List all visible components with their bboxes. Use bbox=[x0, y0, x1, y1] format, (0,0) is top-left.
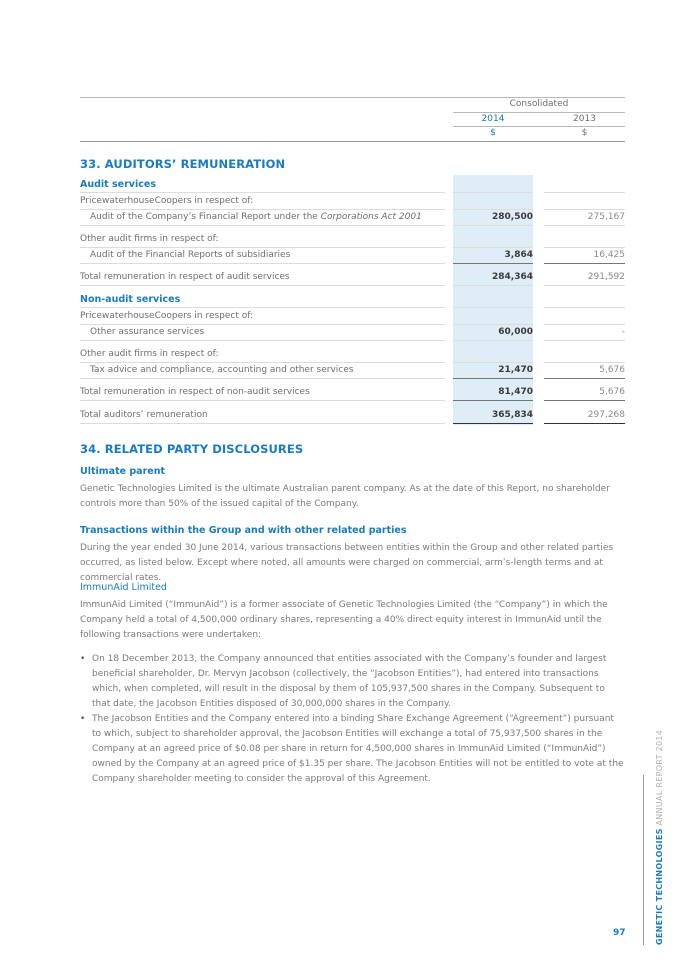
brand-name: GENETIC TECHNOLOGIES bbox=[655, 828, 664, 945]
row-rule bbox=[80, 225, 445, 226]
section-33-title: 33. AUDITORS’ REMUNERATION bbox=[80, 157, 286, 171]
column-rule bbox=[544, 225, 625, 226]
ultimate-parent-text: Genetic Technologies Limited is the ultimate Australian parent company. As at the date of this Report, no shareholder controls more than 50% of the issued capital of the Company. bbox=[80, 484, 610, 509]
running-footer bbox=[655, 730, 664, 945]
row-label: Total remuneration in respect of non-audit services bbox=[80, 387, 310, 397]
table-total-row bbox=[80, 408, 625, 424]
column-rule bbox=[453, 263, 533, 264]
page-number: 97 bbox=[613, 928, 626, 938]
row-label: Tax advice and compliance, accounting and other services bbox=[90, 365, 354, 375]
year-2013-header: 2013 bbox=[573, 114, 596, 124]
transactions-heading: Transactions within the Group and with other related parties bbox=[80, 525, 407, 536]
table-subheading-row bbox=[80, 177, 625, 193]
value-2013: 16,425 bbox=[593, 250, 625, 260]
column-rule bbox=[544, 423, 625, 424]
report-name: ANNUAL REPORT 2014 bbox=[655, 729, 664, 826]
table-row bbox=[80, 347, 625, 363]
table-row bbox=[80, 248, 625, 264]
table-row bbox=[80, 309, 625, 325]
row-rule bbox=[80, 285, 445, 286]
value-2014: 81,470 bbox=[498, 387, 533, 397]
row-rule bbox=[80, 423, 445, 424]
unit-2013-header: $ bbox=[581, 128, 588, 138]
row-label: Non-audit services bbox=[80, 294, 181, 305]
column-rule bbox=[453, 225, 533, 226]
value-2014: 284,364 bbox=[492, 272, 533, 282]
column-rule bbox=[453, 378, 533, 379]
row-rule bbox=[80, 340, 445, 341]
table-total-row bbox=[80, 270, 625, 286]
row-label bbox=[90, 212, 422, 222]
row-rule bbox=[80, 307, 445, 308]
table-row bbox=[80, 363, 625, 379]
row-label-text: Audit of the Company’s Financial Report under the bbox=[90, 212, 321, 222]
bullet-text: On 18 December 2013, the Company announced that entities associated with the Company’s founder and largest beneficial shareholder, Dr. Mervyn Jacobson (collectively, the “Jacobson Entities”), had entered into transactions which, when completed, will result in the disposal by them of 105,937,500 shares in the Company. Subsequent to that date, the Jacobson Entities disposed of 30,000,000 shares in the Company. bbox=[92, 654, 607, 709]
value-2014: 280,500 bbox=[492, 212, 533, 222]
table-row bbox=[80, 325, 625, 341]
bullet-text: The Jacobson Entities and the Company entered into a binding Share Exchange Agreement (“Agreement”) pursuant to which, subject to shareholder approval, the Jacobson Entities will exchange a total of 75,937,500 shares in the Company at an agreed price of $0.08 per share in return for 4,500,000 shares in ImmunAid Limited (“ImmunAid”) owned by the Company at an agreed price of $1.35 per share. The Jacobson Entities will not be entitled to vote at the Company shareholder meeting to consider the approval of this Agreement. bbox=[92, 714, 624, 784]
column-rule bbox=[544, 263, 625, 264]
row-label: Other audit firms in respect of: bbox=[80, 234, 219, 244]
column-rule bbox=[453, 340, 533, 341]
row-label: PricewaterhouseCoopers in respect of: bbox=[80, 196, 254, 206]
value-2013: 5,676 bbox=[599, 387, 625, 397]
table-row bbox=[80, 210, 625, 226]
table-total-row bbox=[80, 385, 625, 401]
consolidated-label: Consolidated bbox=[509, 99, 569, 109]
row-rule bbox=[80, 400, 445, 401]
ultimate-parent-heading: Ultimate parent bbox=[80, 466, 166, 477]
column-rule bbox=[453, 400, 533, 401]
column-rule bbox=[453, 192, 533, 193]
year-2014-header: 2014 bbox=[481, 114, 505, 124]
column-rule bbox=[544, 307, 625, 308]
column-rule bbox=[544, 340, 625, 341]
bullet-dot: • bbox=[80, 654, 86, 664]
immunaid-text: ImmunAid Limited (“ImmunAid”) is a former associate of Genetic Technologies Limited (the “Company”) in which the Company held a total of 4,500,000 ordinary shares, representing a 40% direct equity interest in ImmunAid until the following transactions were undertaken: bbox=[80, 600, 608, 640]
value-2013: 291,592 bbox=[587, 272, 625, 282]
year-rule bbox=[453, 126, 625, 127]
table-subheading-row bbox=[80, 292, 625, 308]
consolidated-rule bbox=[453, 112, 625, 113]
row-label: Other assurance services bbox=[90, 327, 205, 337]
row-label: Other audit firms in respect of: bbox=[80, 349, 219, 359]
act-name: Corporations Act 2001 bbox=[320, 212, 422, 222]
column-rule bbox=[453, 285, 533, 286]
column-rule bbox=[453, 423, 533, 424]
row-label: Total auditors’ remuneration bbox=[80, 410, 208, 420]
value-2014: 3,864 bbox=[504, 250, 533, 260]
table-row bbox=[80, 194, 625, 210]
value-2014: 21,470 bbox=[498, 365, 533, 375]
value-2014: 60,000 bbox=[498, 327, 533, 337]
unit-2014-header: $ bbox=[490, 128, 496, 138]
immunaid-heading: ImmunAid Limited bbox=[80, 582, 167, 593]
bullet-item bbox=[80, 652, 625, 712]
value-2013: - bbox=[621, 327, 625, 337]
row-label: PricewaterhouseCoopers in respect of: bbox=[80, 311, 254, 321]
row-label: Audit of the Financial Reports of subsidiaries bbox=[90, 250, 291, 260]
row-rule bbox=[80, 263, 445, 264]
column-rule bbox=[544, 192, 625, 193]
column-rule bbox=[544, 400, 625, 401]
header-bottom-rule bbox=[80, 141, 625, 142]
section-34-title: 34. RELATED PARTY DISCLOSURES bbox=[80, 442, 304, 456]
column-rule bbox=[544, 285, 625, 286]
bullet-dot: • bbox=[80, 714, 86, 724]
transactions-text: During the year ended 30 June 2014, various transactions between entities within the Group and other related parties occurred, as listed below. Except where noted, all amounts were charged on commercial, arm’s-length terms and at commercial rates. bbox=[80, 543, 614, 583]
bullet-item bbox=[80, 712, 625, 787]
column-rule bbox=[453, 307, 533, 308]
value-2014: 365,834 bbox=[492, 410, 533, 420]
value-2013: 275,167 bbox=[587, 212, 625, 222]
value-2013: 5,676 bbox=[599, 365, 625, 375]
row-label: Total remuneration in respect of audit services bbox=[80, 272, 290, 282]
side-divider bbox=[643, 775, 644, 945]
column-rule bbox=[544, 378, 625, 379]
header-top-rule bbox=[80, 97, 625, 98]
row-rule bbox=[80, 378, 445, 379]
value-2013: 297,268 bbox=[587, 410, 625, 420]
table-row bbox=[80, 232, 625, 248]
row-rule bbox=[80, 192, 445, 193]
row-label: Audit services bbox=[80, 179, 156, 190]
